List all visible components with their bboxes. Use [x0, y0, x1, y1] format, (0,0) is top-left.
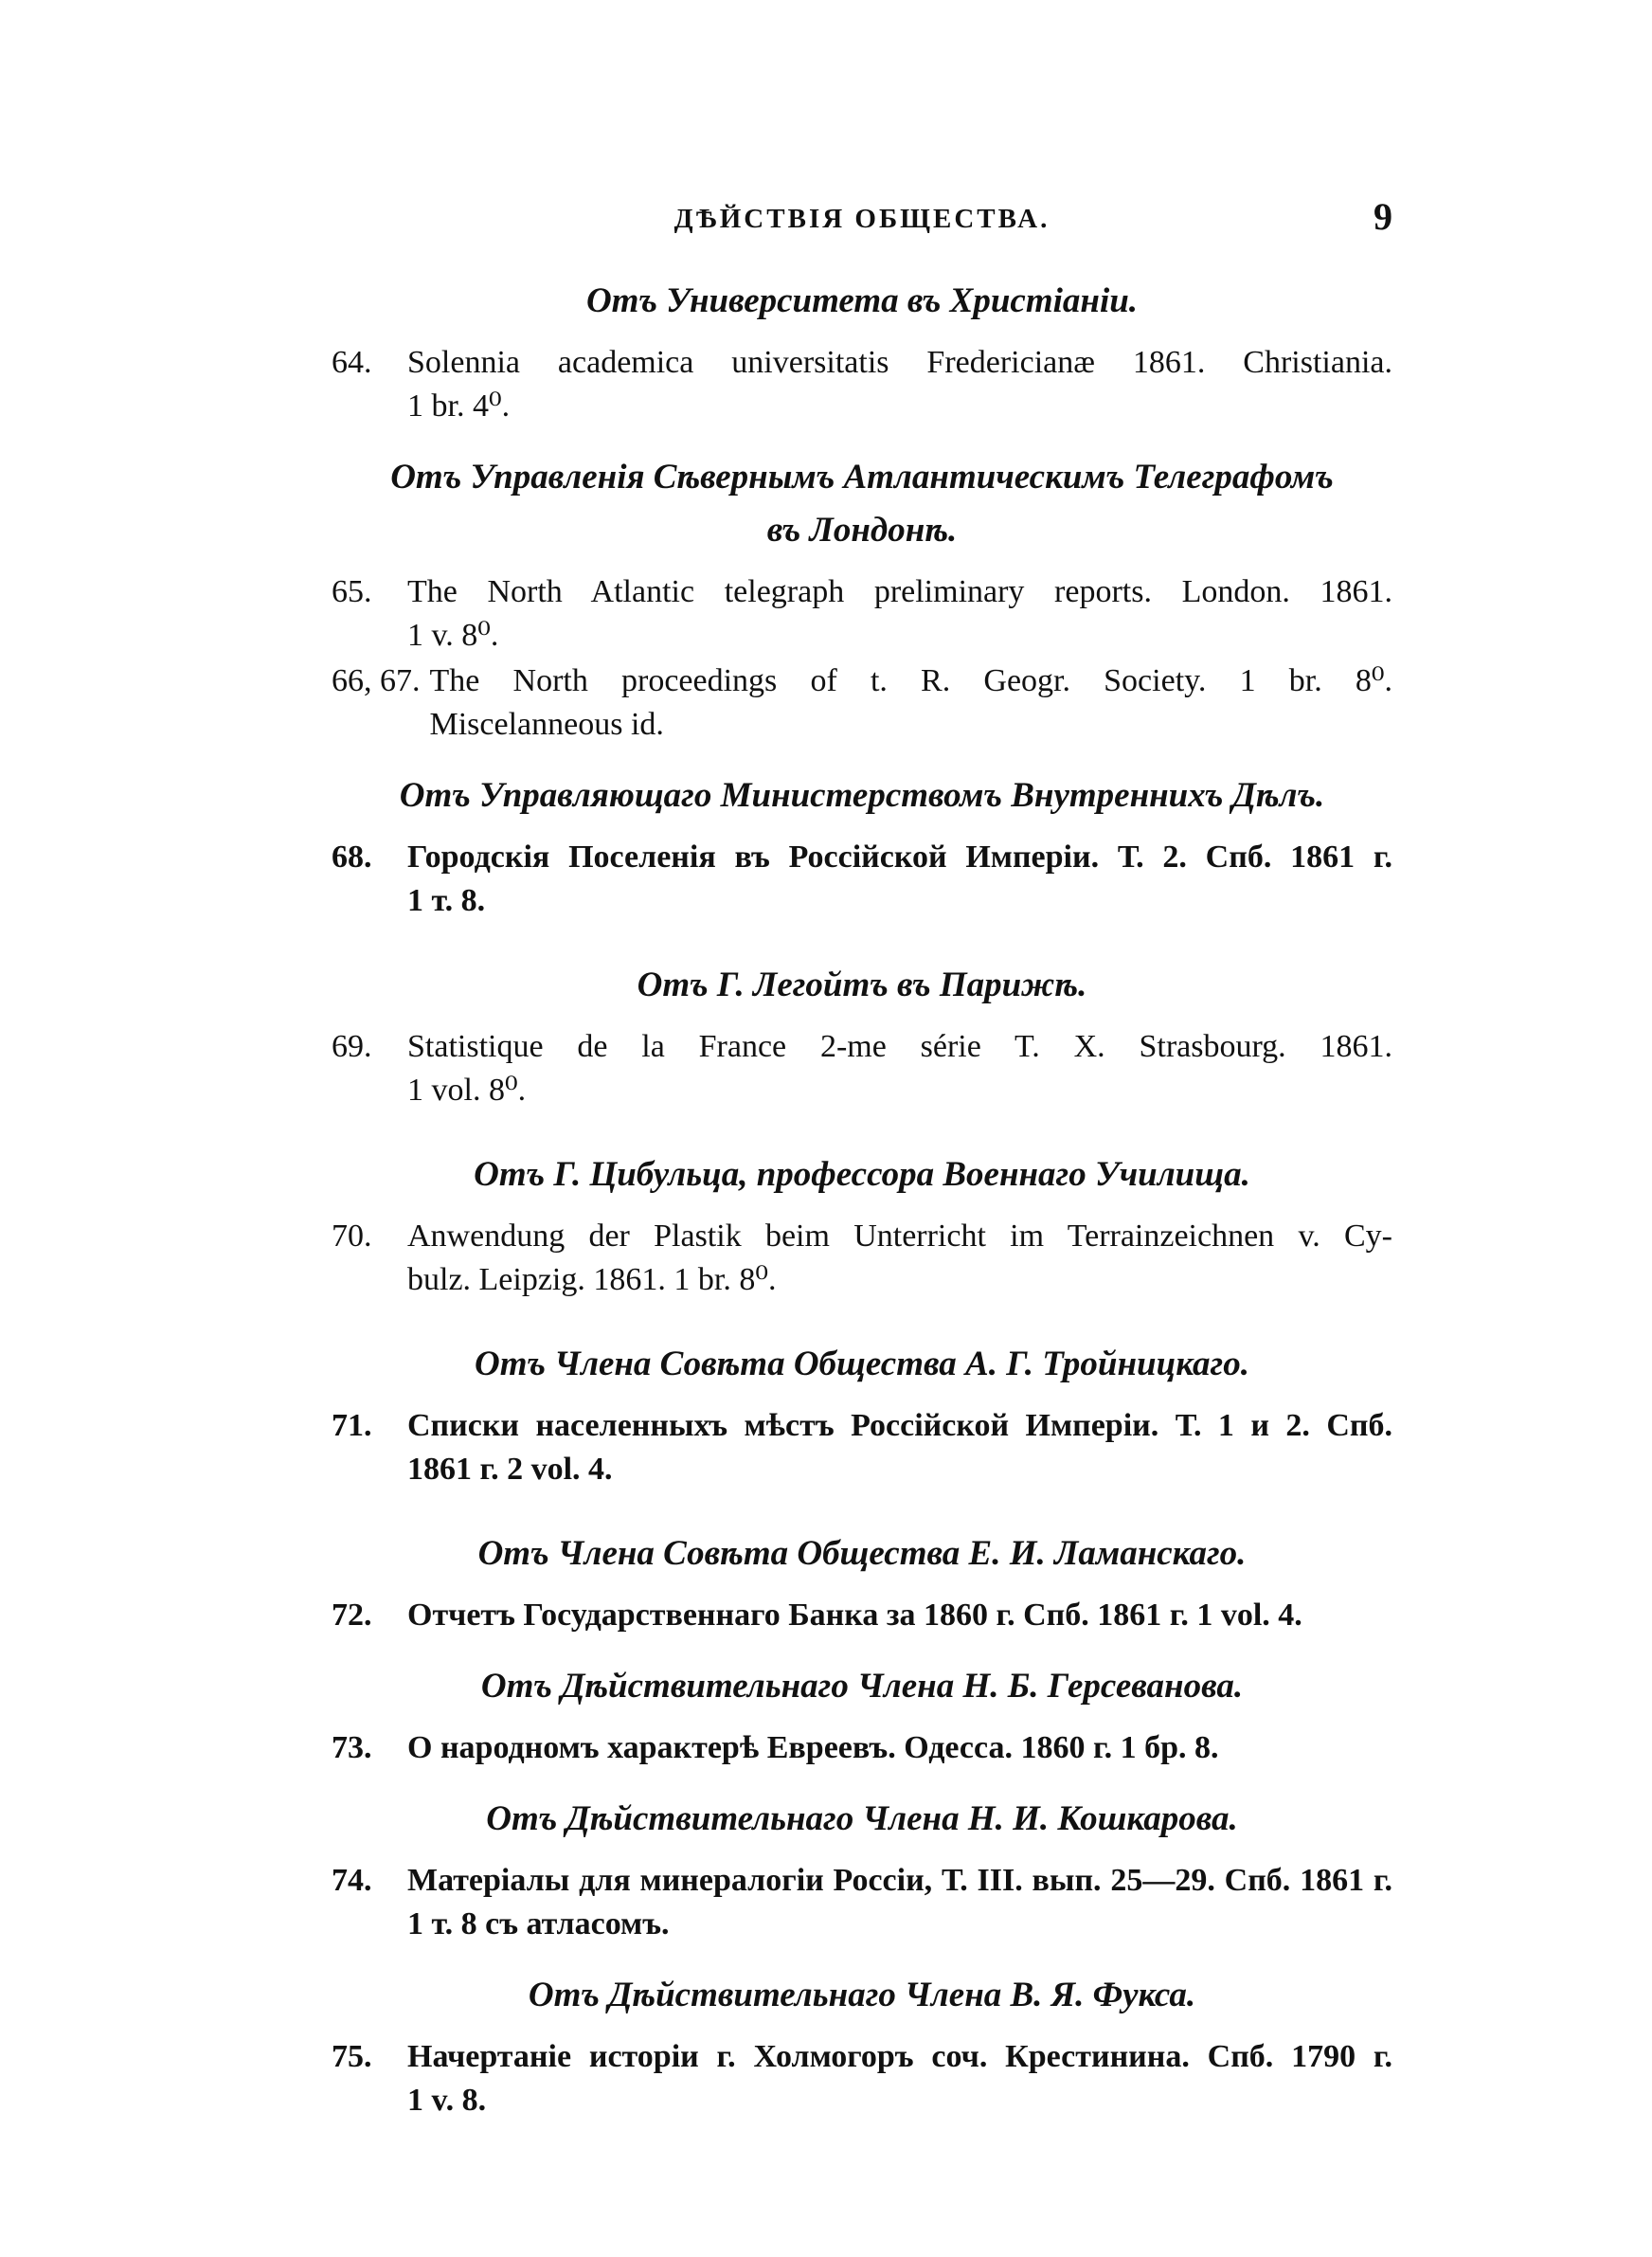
catalog-entry	[332, 836, 1392, 923]
catalog-entry	[332, 341, 1392, 428]
donation-section	[332, 1527, 1392, 1637]
donation-section	[332, 275, 1392, 428]
catalog-entry	[332, 570, 1392, 658]
donor-heading	[360, 769, 1364, 822]
entry-number: 69.	[332, 1029, 372, 1064]
entry-number: 72.	[332, 1598, 372, 1633]
catalog-entry	[332, 1215, 1392, 1302]
entry-description	[430, 659, 1393, 747]
donor-heading	[360, 1148, 1364, 1201]
section-spacer	[332, 1493, 1392, 1527]
entry-text-line: Городскія Поселенія въ Россійской Имперіи. Т. 2. Спб. 1861 г.	[407, 840, 1392, 875]
entry-description	[407, 836, 1392, 923]
donor-heading	[360, 451, 1364, 557]
donation-section	[332, 1660, 1392, 1770]
entry-text-line: Anwendung der Plastik beim Unterricht im Terrainzeichnen v. Cy-	[407, 1219, 1392, 1254]
entry-number: 66, 67.	[332, 663, 421, 698]
entry-text-line: Miscelanneous id.	[429, 707, 664, 742]
acquisitions-list	[332, 275, 1392, 2124]
entry-number: 75.	[332, 2039, 372, 2074]
donation-section	[332, 959, 1392, 1112]
section-spacer	[332, 749, 1392, 769]
entry-text-line: bulz. Leipzig. 1861. 1 br. 8⁰.	[407, 1262, 777, 1297]
entry-description	[407, 341, 1392, 428]
donor-heading-line: Отъ Члена Совѣта Общества Е. И. Ламанскаго.	[477, 1534, 1247, 1573]
entry-text-line: Матеріалы для минералогіи Россіи, Т. III. вып. 25—29. Спб. 1861 г.	[407, 1863, 1392, 1898]
section-spacer	[332, 430, 1392, 451]
section-spacer	[332, 925, 1392, 959]
donation-section	[332, 451, 1392, 747]
entry-number: 68.	[332, 840, 372, 875]
catalog-entry	[332, 1025, 1392, 1112]
section-spacer	[332, 1304, 1392, 1338]
entry-description	[407, 1594, 1392, 1637]
donor-heading	[360, 1527, 1364, 1580]
entry-text-line: 1 т. 8 съ атласомъ.	[407, 1906, 670, 1941]
entry-description	[407, 1215, 1392, 1302]
section-spacer	[332, 1772, 1392, 1793]
entry-text-line: The North Atlantic telegraph preliminary reports. London. 1861.	[407, 574, 1392, 609]
donor-heading	[360, 959, 1364, 1012]
donor-heading	[360, 1793, 1364, 1846]
entry-text-line: О народномъ характерѣ Евреевъ. Одесса. 1860 г. 1 бр. 8.	[407, 1730, 1219, 1765]
donor-heading-line: Отъ Члена Совѣта Общества А. Г. Тройницкаго.	[475, 1345, 1249, 1383]
catalog-entry	[332, 1859, 1392, 1946]
entry-text-line: 1 т. 8.	[407, 883, 486, 918]
entry-description	[407, 1404, 1392, 1491]
entry-text-line: Списки населенныхъ мѣстъ Россійской Имперіи. Т. 1 и 2. Спб.	[407, 1408, 1392, 1443]
donation-section	[332, 769, 1392, 923]
donor-heading	[360, 1969, 1364, 2022]
entry-text-line: Statistique de la France 2-me série T. X. Strasbourg. 1861.	[407, 1029, 1392, 1064]
section-spacer	[332, 1114, 1392, 1148]
donor-heading	[360, 275, 1364, 328]
entry-number: 65.	[332, 574, 372, 609]
donation-section	[332, 1338, 1392, 1491]
entry-number: 71.	[332, 1408, 372, 1443]
donor-heading-line: Отъ Дѣйствительнаго Члена В. Я. Фукса.	[528, 1976, 1196, 2014]
donor-heading-line: Отъ Г. Цибульца, профессора Военнаго Училища.	[474, 1155, 1250, 1194]
donation-section	[332, 1969, 1392, 2122]
catalog-entry	[332, 1726, 1392, 1770]
entry-text-line: 1 br. 4⁰.	[407, 388, 511, 424]
entry-text-line: 1 vol. 8⁰.	[407, 1073, 527, 1108]
donor-heading-line: Отъ Университета въ Христіаніи.	[585, 281, 1139, 320]
donor-heading	[360, 1660, 1364, 1713]
page-header	[332, 194, 1392, 251]
donor-heading-line: въ Лондонѣ.	[766, 511, 958, 550]
entry-number: 73.	[332, 1730, 372, 1765]
entry-number: 70.	[332, 1219, 372, 1254]
entry-text-line: The North proceedings of t. R. Geogr. Society. 1 br. 8⁰.	[429, 663, 1392, 698]
entry-text-line: Отчетъ Государственнаго Банка за 1860 г. Спб. 1861 г. 1 vol. 4.	[407, 1598, 1302, 1633]
entry-text-line: 1 v. 8⁰.	[407, 618, 499, 653]
donation-section	[332, 1793, 1392, 1946]
donation-section	[332, 1148, 1392, 1302]
catalog-entry	[332, 1404, 1392, 1491]
entry-description	[407, 1859, 1392, 1946]
entry-number: 74.	[332, 1863, 372, 1898]
entry-text-line: 1 v. 8.	[407, 2083, 487, 2118]
catalog-entry	[332, 1594, 1392, 1637]
donor-heading-line: Отъ Дѣйствительнаго Члена Н. И. Кошкарова.	[486, 1799, 1238, 1838]
entry-text-line: Solennia academica universitatis Fredericianæ 1861. Christiania.	[407, 345, 1392, 380]
donor-heading-line: Отъ Г. Легойтъ въ Парижѣ.	[637, 966, 1087, 1004]
donor-heading-line: Отъ Управляющаго Министерствомъ Внутреннихъ Дѣлъ.	[399, 776, 1325, 815]
entry-text-line: Начертаніе исторіи г. Холмогоръ соч. Крестинина. Спб. 1790 г.	[407, 2039, 1392, 2074]
entry-description	[407, 2035, 1392, 2122]
section-spacer	[332, 1948, 1392, 1969]
catalog-entry	[332, 659, 1392, 747]
running-title: ДѢЙСТВІЯ ОБЩЕСТВА.	[673, 204, 1050, 234]
page-number: 9	[1374, 195, 1392, 238]
entry-description	[407, 1726, 1392, 1770]
donor-heading-line: Отъ Управленія Сѣвернымъ Атлантическимъ Телеграфомъ	[390, 458, 1334, 497]
donor-heading	[360, 1338, 1364, 1391]
catalog-entry	[332, 2035, 1392, 2122]
entry-description	[407, 1025, 1392, 1112]
section-spacer	[332, 1639, 1392, 1660]
entry-text-line: 1861 г. 2 vol. 4.	[407, 1452, 613, 1487]
entry-number: 64.	[332, 345, 372, 380]
entry-description	[407, 570, 1392, 658]
donor-heading-line: Отъ Дѣйствительнаго Члена Н. Б. Герсеванова.	[480, 1667, 1244, 1706]
